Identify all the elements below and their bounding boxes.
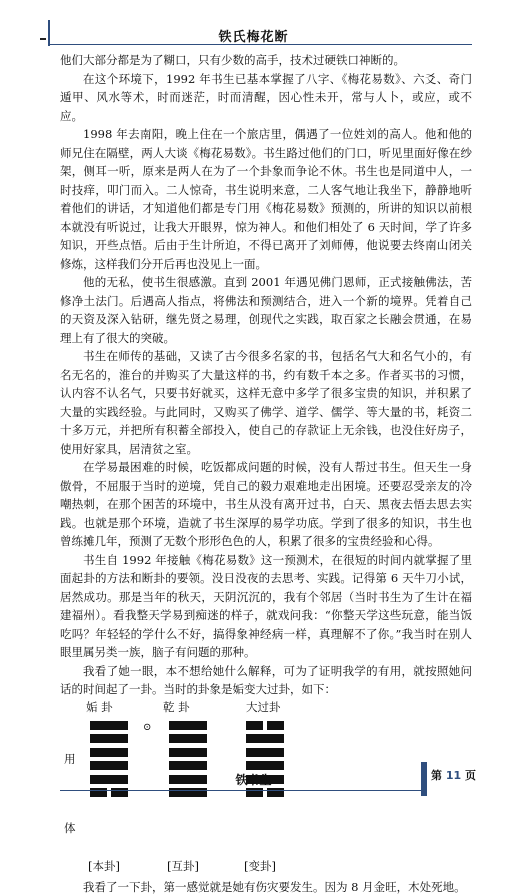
gua-name-hu: 乾 卦 (163, 700, 190, 714)
caption-biangua: [变卦] (244, 859, 276, 873)
yang-line (246, 748, 284, 757)
caption-bengua: [本卦] (88, 859, 120, 873)
label-yong: 用 (64, 752, 76, 766)
caption-hugua: [互卦] (167, 859, 199, 873)
yang-line (90, 721, 128, 730)
gua-name-ben: 姤 卦 (86, 700, 113, 714)
hexagram-figure (60, 700, 472, 877)
paragraph: 在这个环境下，1992 年书生已基本掌握了八字、《梅花易数》、六爻、奇门遁甲、风水等术，时而迷茫，时而清醒，因心性未开，常与人卜，或应，或不应。 (60, 70, 472, 126)
header-rule (50, 44, 472, 45)
page-number (431, 767, 476, 783)
footer-author: 铁书生 (0, 771, 507, 788)
paragraph: 我看了她一眼，本不想给她什么解释，可为了证明我学的有用，就按照她问话的时间起了一卦。当时的卦象是姤变大过卦，如下： (60, 662, 472, 699)
paragraph: 他们大部分都是为了糊口，只有少数的高手，技术过硬铁口神断的。 (60, 51, 472, 70)
yin-line (246, 721, 284, 730)
paragraph: 书生自 1992 年接触《梅花易数》这一预测术，在很短的时间内就掌握了里面起卦的方法和断卦的要领。没日没夜的去思考、实践。记得第 6 天牛刀小试，居然成功。那是当年的秋天，天阴沉沉的，我有个邻居（当时书生为了生计在福建福州）。看我整天学易到痴迷的样子，就戏问我：“你整天学这些玩意，能当饭吃吗？年轻轻的学什么不好，搞得象神经病一样，真理解不了你。”我当时在别人眼里属另类一族，脑子有问题的那种。 (60, 551, 472, 662)
moving-line-marker: ⊙ (143, 722, 151, 734)
page-number-prefix: 第 (431, 769, 442, 782)
gua-name-bian: 大过卦 (246, 700, 281, 714)
paragraph: 书生在师传的基础，又读了古今很多名家的书，包括名气大和名气小的，有名无名的，淮台的并购买了大量这样的书，约有数千本之多。作者买书的习惯，认内容不认名气，只要书好就买，这样无意中多学了很多宝贵的知识，并积累了大量的实践经验。与此同时，又购买了佛学、道学、儒学、等大量的书，耗资二十多万元，并把所有积蓄全部投入，使自己的存款证上无余钱，也没住好房子，使用好家具，居清贫之室。 (60, 347, 472, 458)
yang-line (169, 734, 207, 743)
label-ti: 体 (64, 821, 76, 835)
paragraph: 1998 年去南阳，晚上住在一个旅店里，偶遇了一位姓刘的高人。他和他的师兄住在隔壁，两人大谈《梅花易数》。书生路过他们的门口，听见里面好像在纱架，侧耳一听，原来是两人在为了一个卦象而争论不休。书生也是同道中人，一时技痒，叩门而入。二人惊奇，书生说明来意，二人客气地让我坐下，静静地听着他们的讲话，才知道他们都是专门用《梅花易数》预测的，所讲的知识以前根本就没有听说过，让我大开眼界，惊为神人。和他们相处了 6 天时间，学了许多知识，开些点悟。后由于生计所迫，不得已离开了刘师傅，他说要去终南山闭关修炼，这样我们分开后再也没见上一面。 (60, 125, 472, 273)
paragraph: 在学易最困难的时候，吃饭都成问题的时候，没有人帮过书生。但天生一身傲骨，不屈服于当时的逆境，凭自己的毅力艰难地走出困境。还要忍受亲友的冷嘲热刺，在那个困苦的环境中，书生从没有离开过书，白天、黑夜去悟去思去实践。也就是那个环境，造就了书生深厚的易学功底。学到了很多的知识，书生也曾练摊几年，预测了无数个形形色色的人，积累了很多的宝贵经验和心得。 (60, 458, 472, 551)
yang-line (90, 734, 128, 743)
yang-line (169, 748, 207, 757)
yang-line (90, 761, 128, 770)
paragraph: 他的无私，使书生很感激。直到 2001 年遇见佛门恩师，正式接触佛法，苦修净土法门。后遇高人指点，将佛法和预测结合，进入一个新的境界。凭着自己的天资及深入钻研，继先贤之易理，创现代之实践，取百家之长融会贯通，在易理上有了很大的突破。 (60, 273, 472, 347)
page-number-suffix: 页 (465, 769, 476, 782)
yang-line (246, 734, 284, 743)
footer-accent-bar (421, 762, 427, 796)
footer-rule (60, 790, 421, 791)
yang-line (169, 721, 207, 730)
yang-line (90, 748, 128, 757)
yang-line (169, 761, 207, 770)
yang-line (246, 761, 284, 770)
page-number-value: 11 (446, 769, 461, 782)
running-header-title: 铁氏梅花断 (0, 26, 507, 45)
page-body (60, 51, 472, 896)
paragraph: 我看了一下卦，第一感觉就是她有伤灾要发生。因为 8 月金旺，木处死地。 (60, 878, 472, 896)
